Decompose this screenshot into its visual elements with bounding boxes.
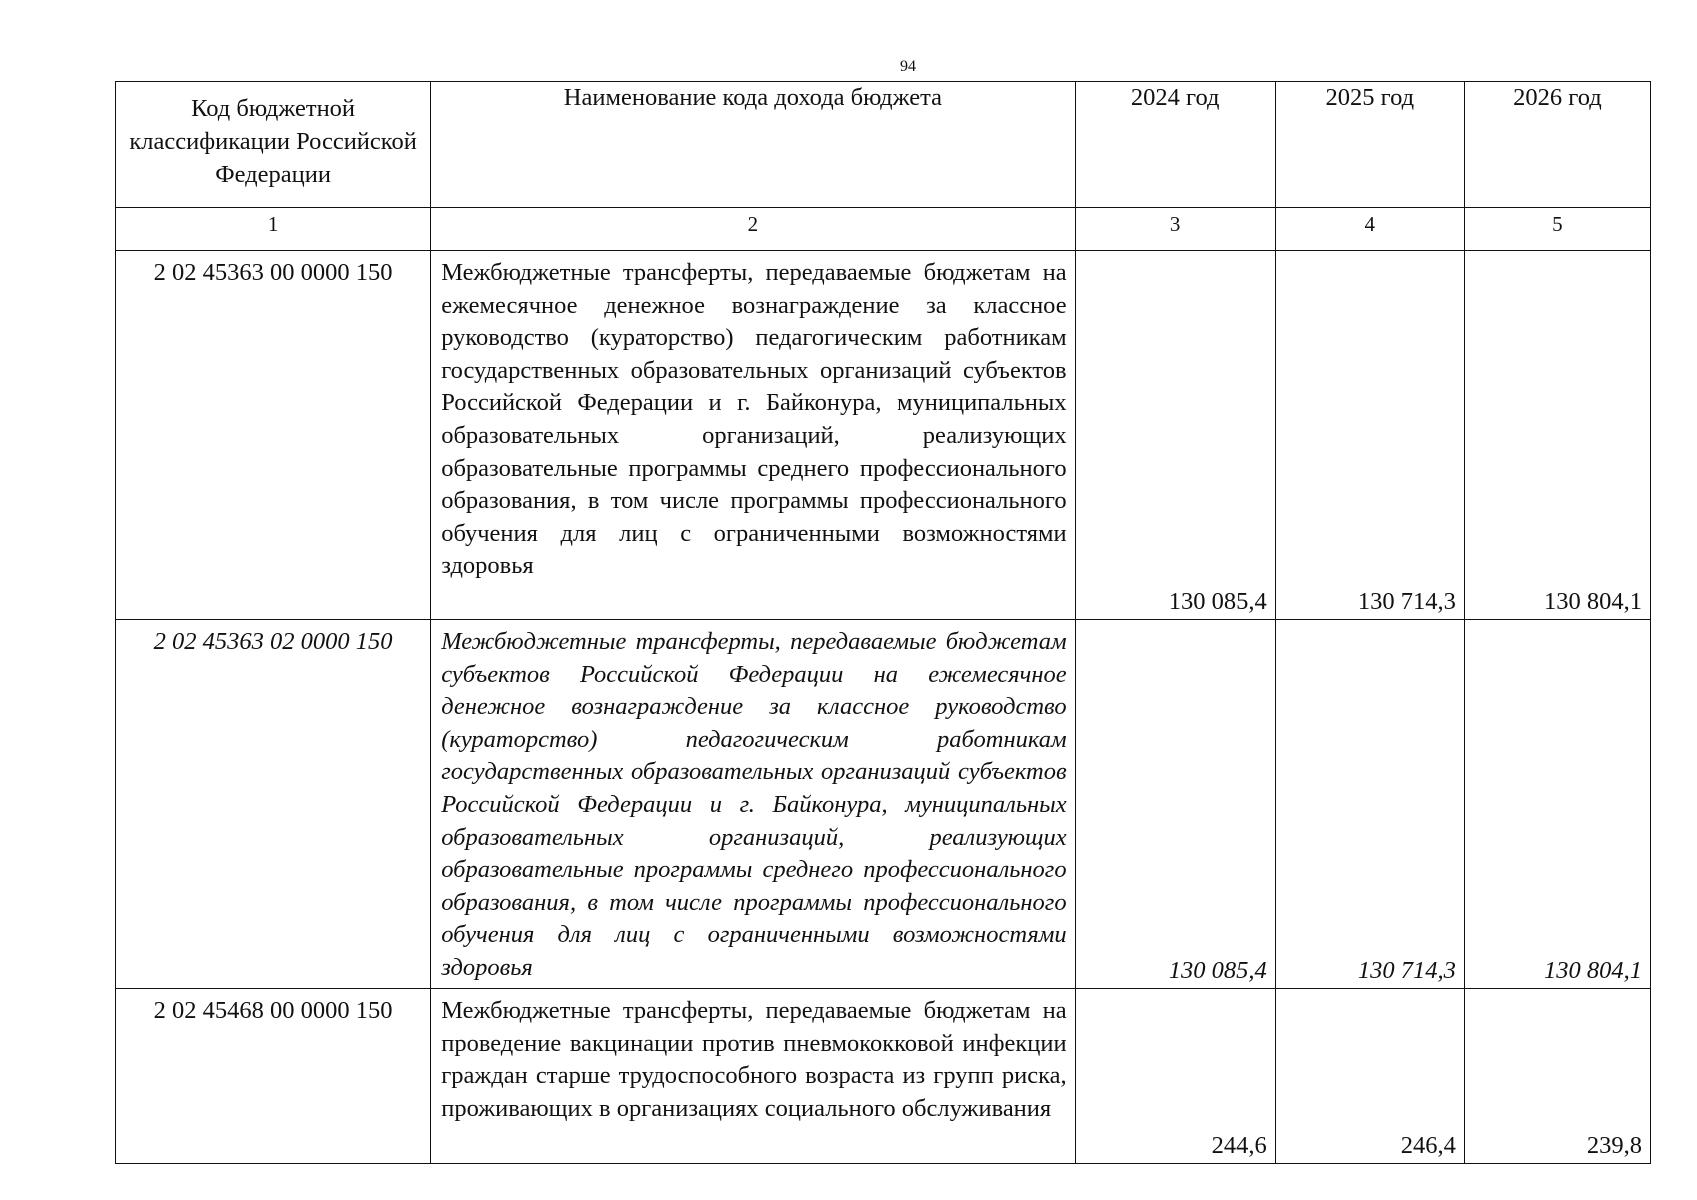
table-row — [116, 989, 1651, 1164]
budget-code: 2 02 45363 02 0000 150 — [116, 620, 431, 989]
header-2024: 2024 год — [1075, 82, 1275, 208]
header-2025: 2025 год — [1275, 82, 1464, 208]
value-2026: 130 804,1 — [1464, 620, 1650, 989]
budget-code: 2 02 45363 00 0000 150 — [116, 251, 431, 620]
column-index: 5 — [1464, 208, 1650, 251]
table-row — [116, 620, 1651, 989]
header-code: Код бюджетной классификации Российской Федерации — [116, 82, 431, 208]
header-name: Наименование кода дохода бюджета — [431, 82, 1075, 208]
revenue-name: Межбюджетные трансферты, передаваемые бюджетам субъектов Российской Федерации на ежемесячное денежное вознаграждение за классное руководство (кураторство) педагогическим работникам государственных образовательных организаций субъектов Российской Федерации и г. Байконура, муниципальных образовательных организаций, реализующих образовательные программы среднего профессионального образования, в том числе программы профессионального обучения для лиц с ограниченными возможностями здоровья — [431, 620, 1075, 989]
column-index: 2 — [431, 208, 1075, 251]
value-2025: 130 714,3 — [1275, 251, 1464, 620]
value-2026: 239,8 — [1464, 989, 1650, 1164]
value-2025: 246,4 — [1275, 989, 1464, 1164]
revenue-name: Межбюджетные трансферты, передаваемые бюджетам на проведение вакцинации против пневмококковой инфекции граждан старше трудоспособного возраста из групп риска, проживающих в организациях социального обслуживания — [431, 989, 1075, 1164]
value-2026: 130 804,1 — [1464, 251, 1650, 620]
value-2024: 130 085,4 — [1075, 251, 1275, 620]
value-2024: 130 085,4 — [1075, 620, 1275, 989]
budget-revenue-table — [115, 81, 1651, 1164]
column-index: 3 — [1075, 208, 1275, 251]
column-index: 1 — [116, 208, 431, 251]
page-number: 94 — [900, 58, 916, 75]
column-index: 4 — [1275, 208, 1464, 251]
revenue-name: Межбюджетные трансферты, передаваемые бюджетам на ежемесячное денежное вознаграждение за классное руководство (кураторство) педагогическим работникам государственных образовательных организаций субъектов Российской Федерации и г. Байконура, муниципальных образовательных организаций, реализующих образовательные программы среднего профессионального образования, в том числе программы профессионального обучения для лиц с ограниченными возможностями здоровья — [431, 251, 1075, 620]
budget-code: 2 02 45468 00 0000 150 — [116, 989, 431, 1164]
table-row — [116, 251, 1651, 620]
value-2025: 130 714,3 — [1275, 620, 1464, 989]
column-index-row — [116, 208, 1651, 251]
value-2024: 244,6 — [1075, 989, 1275, 1164]
table-header-row — [116, 82, 1651, 208]
header-2026: 2026 год — [1464, 82, 1650, 208]
